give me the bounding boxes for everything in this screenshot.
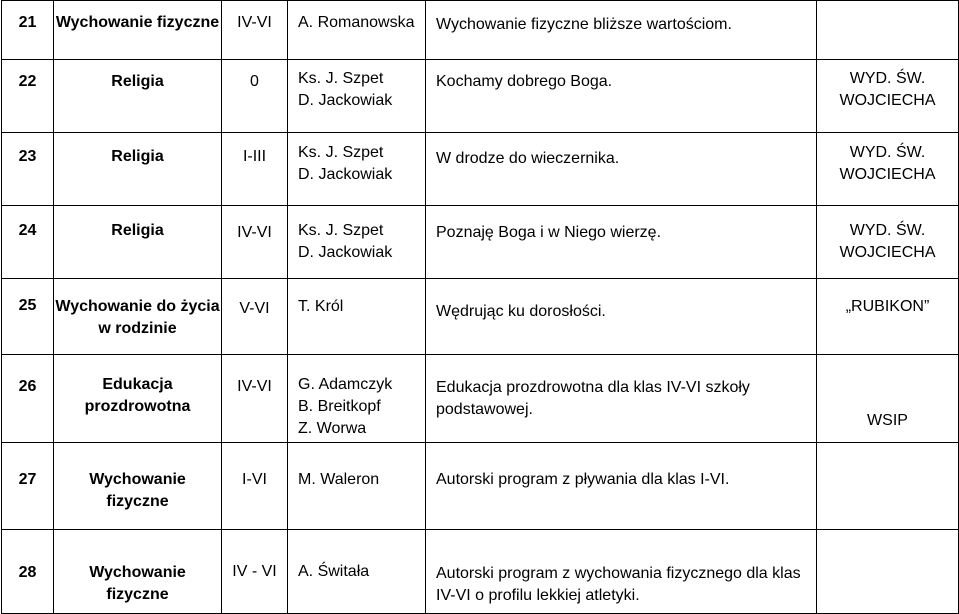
class-level: IV-VI [237, 14, 272, 31]
class-level: 0 [250, 73, 259, 90]
table-row [2, 206, 959, 279]
publisher-cell [817, 443, 959, 530]
publisher-cell [817, 1, 959, 60]
author-name: T. Król [298, 298, 344, 315]
subject-cell [54, 1, 222, 60]
program-title [426, 14, 810, 36]
authors [288, 296, 425, 318]
publisher-line: „RUBIKON” [845, 298, 930, 315]
publisher [817, 410, 958, 432]
class-level-cell [222, 443, 288, 530]
authors-cell [288, 1, 426, 60]
subject-line: Wychowanie [89, 564, 186, 581]
row-number: 25 [18, 297, 37, 314]
publisher-cell [817, 60, 959, 133]
subject-cell [54, 133, 222, 206]
class-level: I-VI [242, 471, 267, 488]
row-number: 27 [18, 471, 37, 488]
publisher [817, 220, 958, 264]
subject [54, 296, 221, 340]
author-name: D. Jackowiak [298, 244, 393, 261]
program-cell [426, 530, 817, 614]
class-level: IV-VI [237, 224, 272, 241]
publisher [817, 68, 958, 112]
authors [288, 68, 425, 112]
publisher-line: WYD. ŚW. [849, 144, 926, 161]
authors [288, 561, 425, 583]
authors [288, 142, 425, 186]
publisher-cell [817, 530, 959, 614]
program-cell [426, 60, 817, 133]
program-title [426, 222, 810, 244]
subject-line: Wychowanie do życia [55, 298, 220, 315]
subject [54, 562, 221, 606]
authors [288, 374, 425, 440]
authors-cell [288, 279, 426, 355]
publisher-cell [817, 355, 959, 443]
authors-cell [288, 443, 426, 530]
publisher [817, 296, 958, 318]
program-cell [426, 443, 817, 530]
program-cell [426, 133, 817, 206]
row-number-cell [2, 530, 54, 614]
row-number: 26 [18, 378, 37, 395]
table-row [2, 60, 959, 133]
program-title [426, 71, 810, 93]
row-number-cell [2, 279, 54, 355]
row-number-cell [2, 355, 54, 443]
author-name: M. Waleron [298, 471, 380, 488]
subject-line: Religia [111, 222, 164, 239]
table-row [2, 279, 959, 355]
subject [54, 220, 221, 242]
program-cell [426, 355, 817, 443]
class-level-cell [222, 206, 288, 279]
author-name: D. Jackowiak [298, 92, 393, 109]
publisher-cell [817, 279, 959, 355]
class-level: IV-VI [237, 378, 272, 395]
row-number-cell [2, 443, 54, 530]
publisher-cell [817, 206, 959, 279]
subject-cell [54, 279, 222, 355]
author-name: G. Adamczyk [298, 376, 393, 393]
row-number-cell [2, 133, 54, 206]
program-text: Wychowanie fizyczne bliższe wartościom. [436, 16, 732, 33]
row-number: 24 [18, 222, 37, 239]
row-number: 22 [18, 73, 37, 90]
row-number-cell [2, 1, 54, 60]
class-level-cell [222, 1, 288, 60]
program-title [426, 377, 810, 421]
publisher-cell [817, 133, 959, 206]
table-row [2, 443, 959, 530]
class-level: V-VI [239, 300, 270, 317]
publisher-line: WYD. ŚW. [849, 70, 926, 87]
class-level-cell [222, 530, 288, 614]
publisher-line: WSIP [867, 412, 908, 429]
publisher-line: WOJCIECHA [839, 166, 936, 183]
subject-cell [54, 530, 222, 614]
class-level-cell [222, 133, 288, 206]
program-text: Kochamy dobrego Boga. [436, 73, 613, 90]
class-level-cell [222, 279, 288, 355]
class-level: IV - VI [232, 563, 277, 580]
program-cell [426, 279, 817, 355]
table-row [2, 133, 959, 206]
subject-line: Wychowanie fizyczne [55, 14, 220, 31]
program-cell [426, 206, 817, 279]
author-name: Ks. J. Szpet [298, 222, 384, 239]
table-row [2, 355, 959, 443]
authors-cell [288, 133, 426, 206]
subject-cell [54, 206, 222, 279]
program-title [426, 148, 810, 170]
subject-cell [54, 60, 222, 133]
class-level: I-III [242, 148, 267, 165]
authors-cell [288, 355, 426, 443]
subject-line: Religia [111, 73, 164, 90]
authors [288, 220, 425, 264]
row-number: 23 [18, 148, 37, 165]
publisher [817, 142, 958, 186]
program-title [426, 563, 810, 607]
author-name: A. Świtała [298, 563, 370, 580]
subject [54, 469, 221, 513]
publisher-line: WYD. ŚW. [849, 222, 926, 239]
subject-line: prozdrowotna [84, 398, 191, 415]
subject-line: fizyczne [106, 586, 169, 603]
author-name: Ks. J. Szpet [298, 144, 384, 161]
program-text: Autorski program z wychowania fizycznego dla klas IV-VI o profilu lekkiej atletyki. [436, 565, 801, 604]
authors-cell [288, 60, 426, 133]
subject-line: Wychowanie [89, 471, 186, 488]
author-name: B. Breitkopf [298, 398, 381, 415]
subject [54, 146, 221, 168]
program-table [1, 0, 959, 614]
subject-line: Edukacja [102, 376, 173, 393]
subject [54, 374, 221, 418]
row-number-cell [2, 206, 54, 279]
program-text: Wędrując ku dorosłości. [436, 303, 606, 320]
subject-line: w rodzinie [98, 320, 177, 337]
authors [288, 12, 425, 34]
author-name: D. Jackowiak [298, 166, 393, 183]
program-text: Autorski program z pływania dla klas I-VI. [436, 471, 730, 488]
authors-cell [288, 530, 426, 614]
subject-line: fizyczne [106, 493, 169, 510]
program-title [426, 469, 810, 491]
subject-line: Religia [111, 148, 164, 165]
table-row [2, 530, 959, 614]
publisher-line: WOJCIECHA [839, 92, 936, 109]
program-text: Poznaję Boga i w Niego wierzę. [436, 224, 662, 241]
author-name: Z. Worwa [298, 420, 367, 437]
program-text: W drodze do wieczernika. [436, 150, 620, 167]
subject [54, 71, 221, 93]
subject-cell [54, 443, 222, 530]
table-row [2, 1, 959, 60]
program-title [426, 301, 810, 323]
class-level-cell [222, 355, 288, 443]
row-number: 21 [18, 14, 37, 31]
author-name: Ks. J. Szpet [298, 70, 384, 87]
author-name: A. Romanowska [298, 14, 415, 31]
program-text: Edukacja prozdrowotna dla klas IV-VI szkoły podstawowej. [436, 379, 750, 418]
program-cell [426, 1, 817, 60]
publisher-line: WOJCIECHA [839, 244, 936, 261]
row-number-cell [2, 60, 54, 133]
authors-cell [288, 206, 426, 279]
class-level-cell [222, 60, 288, 133]
row-number: 28 [18, 564, 37, 581]
subject-cell [54, 355, 222, 443]
authors [288, 469, 425, 491]
subject [54, 12, 221, 34]
